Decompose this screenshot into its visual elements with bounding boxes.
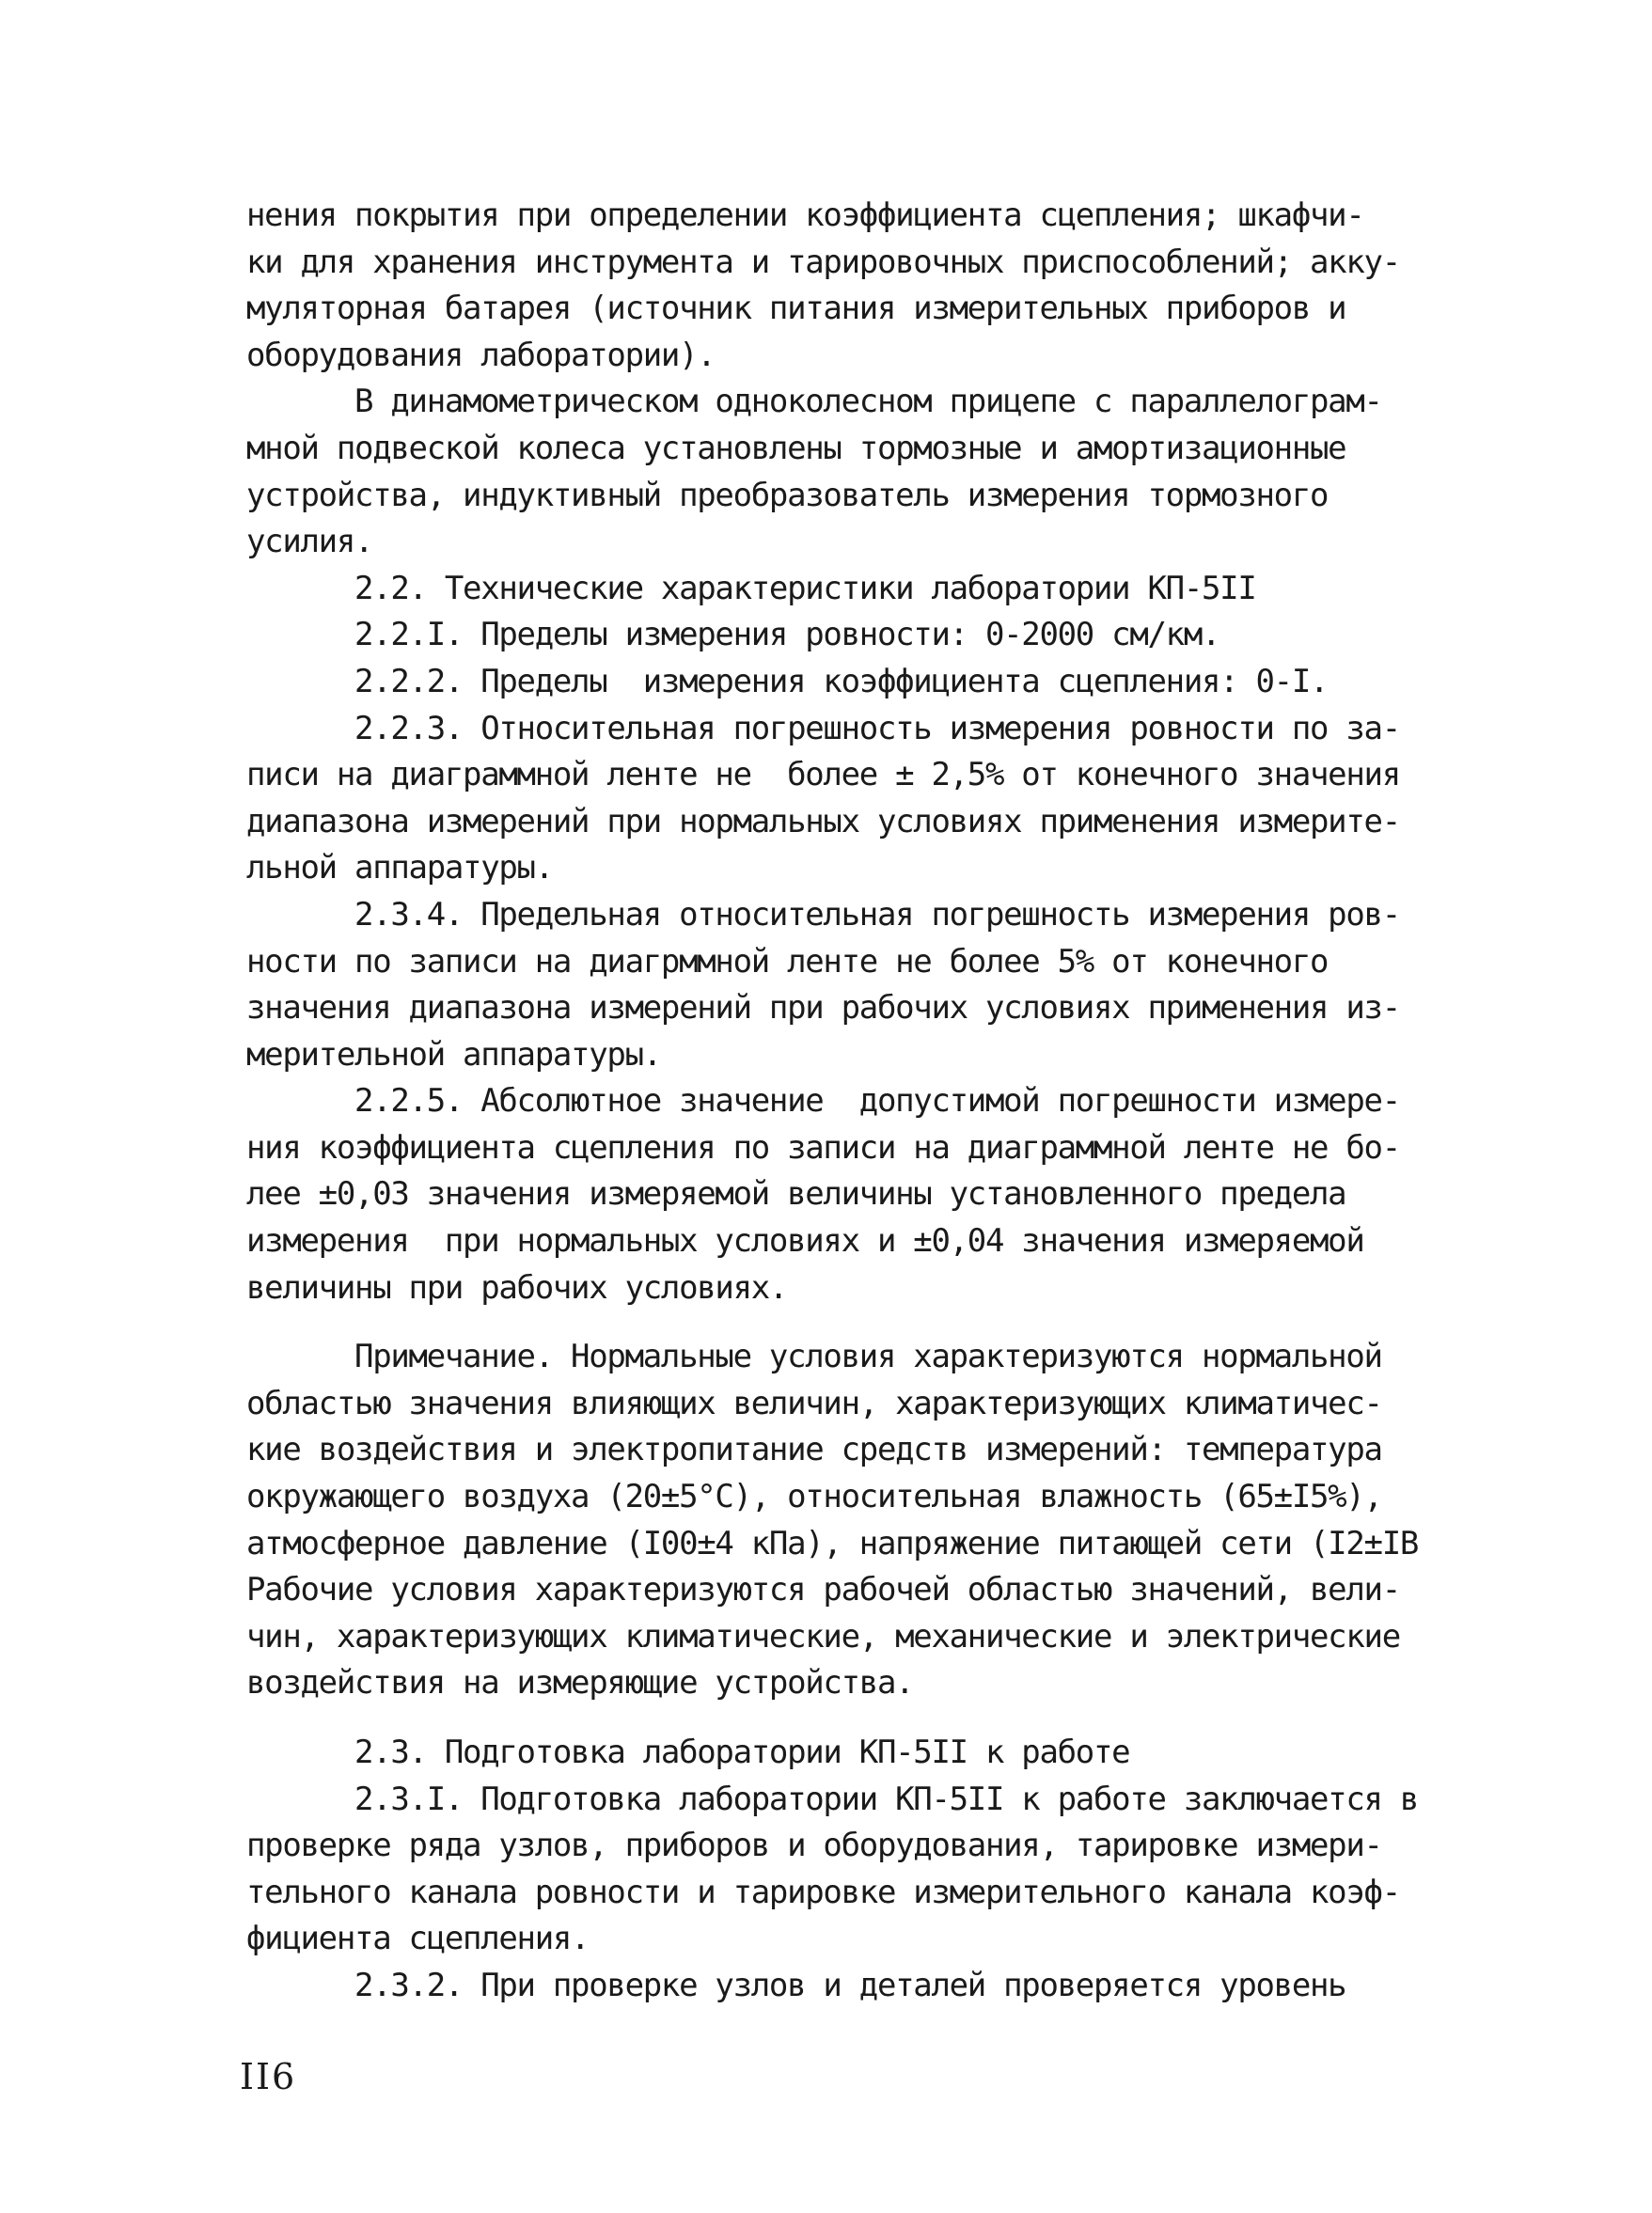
text-line: лее ±0,03 значения измеряемой величины установленного предела [246,1175,1346,1214]
text-line: 2.2.5. Абсолютное значение допустимой погрешности измере- [246,1082,1400,1121]
text-line: муляторная батарея (источник питания измерительных приборов и [246,290,1346,328]
text-line: 2.2.3. Относительная погрешность измерения ровности по за- [246,709,1400,747]
note-line: атмосферное давление (I00±4 кПа), напряжение питающей сети (I2±IB [246,1524,1419,1562]
text-line: 2.3.4. Предельная относительная погрешность измерения ров- [246,895,1400,934]
text-line: 2.3.2. При проверке узлов и деталей проверяется уровень [246,1966,1346,2004]
note-line: Примечание. Нормальные условия характеризуются нормальной [246,1338,1382,1376]
note-line: Рабочие условия характеризуются рабочей областью значений, вели- [246,1571,1400,1609]
text-line: диапазона измерений при нормальных условиях применения измерите- [246,802,1400,840]
text-line: ности по записи на диагрммной ленте не более 5% от конечного [246,942,1329,981]
document-body [246,193,1459,2010]
text-line: писи на диаграммной ленте не более ± 2,5% от конечного значения [246,756,1400,794]
text-line: 2.3.I. Подготовка лаборатории КП-5II к работе заключается в [246,1780,1419,1818]
text-line: значения диапазона измерений при рабочих условиях применения из- [246,989,1400,1028]
text-line: нения покрытия при определении коэффициента сцепления; шкафчи- [246,196,1364,234]
text-line: величины при рабочих условиях. [246,1268,788,1307]
text-line: В динамометрическом одноколесном прицепе с параллелограм- [246,383,1382,421]
text-line: устройства, индуктивный преобразователь измерения тормозного [246,476,1329,514]
section-heading: 2.2. Технические характеристики лаборатории КП-5II [246,569,1256,607]
text-line: тельного канала ровности и тарировке измерительного канала коэф- [246,1873,1400,1911]
text-line: мерительной аппаратуры. [246,1035,661,1074]
text-line: проверке ряда узлов, приборов и оборудования, тарировке измери- [246,1827,1382,1865]
text-line: измерения при нормальных условиях и ±0,04 значения измеряемой [246,1222,1364,1261]
text-line: льной аппаратуры. [246,849,553,887]
note-line: кие воздействия и электропитание средств измерений: температура [246,1431,1382,1469]
note-line: чин, характеризующих климатические, механические и электрические [246,1617,1400,1656]
page-number: II6 [240,2056,297,2097]
note-line: окружающего воздуха (20±5°С), относительная влажность (65±I5%), [246,1478,1382,1516]
text-line: мной подвеской колеса установлены тормозные и амортизационные [246,429,1346,467]
section-heading: 2.3. Подготовка лаборатории КП-5II к работе [246,1734,1130,1771]
text-line: фициента сцепления. [246,1920,590,1958]
text-line: усилия. [246,523,373,561]
paragraph-gap [246,1311,1459,1334]
text-line: ния коэффициента сцепления по записи на диаграммной ленте не бо- [246,1128,1400,1167]
paragraph-gap [246,1707,1459,1730]
text-line: оборудования лаборатории). [246,336,716,374]
text-line: 2.2.I. Пределы измерения ровности: 0-2000 см/км. [246,616,1220,654]
text-line: 2.2.2. Пределы измерения коэффициента сцепления: 0-I. [246,662,1329,700]
text-line: ки для хранения инструмента и тарировочных приспособлений; акку- [246,243,1400,281]
note-line: областью значения влияющих величин, характеризующих климатичес- [246,1384,1382,1422]
note-line: воздействия на измеряющие устройства. [246,1664,914,1703]
